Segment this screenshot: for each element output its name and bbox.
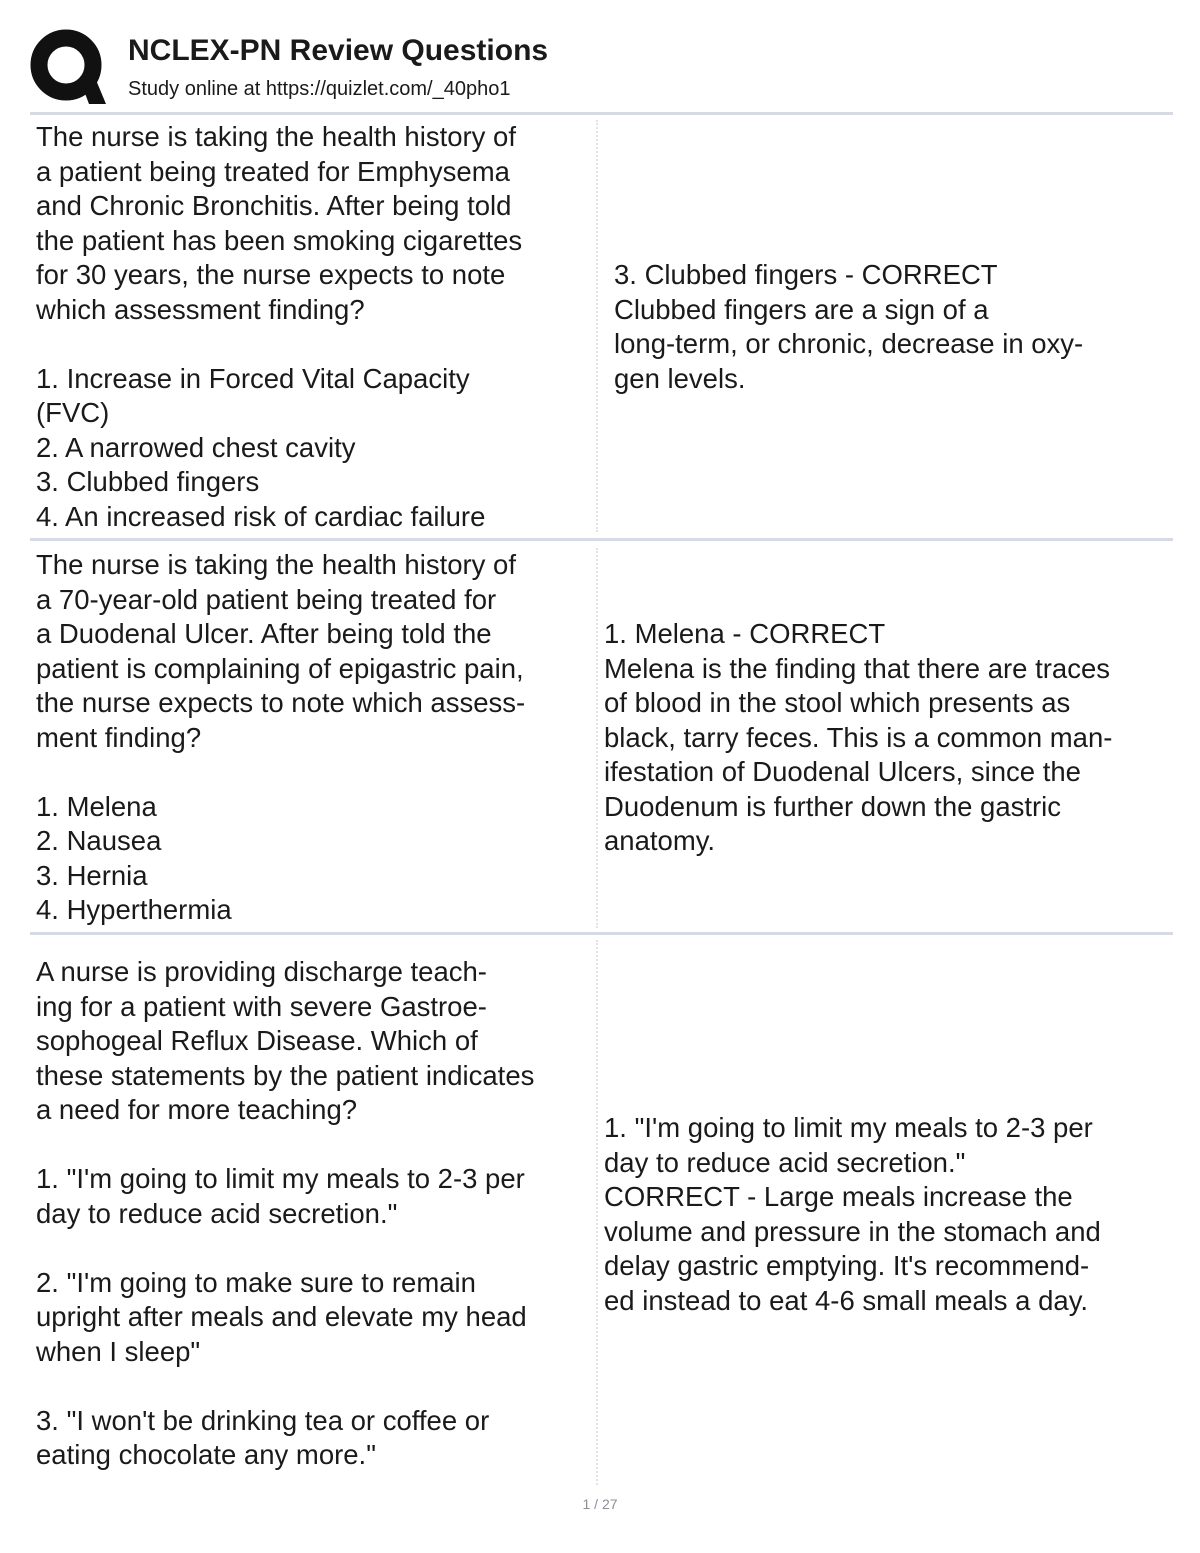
card-3-answer: 1. "I'm going to limit my meals to 2-3 per day to reduce acid secretion." CORRECT - Large meals increase the volume and pressure in the stomach and delay gastric emptying. It's recommend- ed instead to eat 4-6 small meals a day.	[604, 1112, 1101, 1316]
card-3-question: A nurse is providing discharge teach- ing for a patient with severe Gastroe- sophogeal Reflux Disease. Which of these statements by the patient indicates a need for more teaching? 1. "I'm going to limit my meals to 2-3 per day to reduce acid secretion." 2. "I'm going to make sure to remain upright after meals and elevate my head when I sleep" 3. "I won't be drinking tea or coffee or eating chocolate any more."	[36, 956, 535, 1470]
flashcard-row-2	[30, 548, 1173, 928]
page-indicator: 1 / 27	[582, 1496, 618, 1512]
study-online-link-text: Study online at https://quizlet.com/_40pho1	[128, 78, 511, 100]
document-header	[30, 28, 1175, 110]
flashcard-row-3	[30, 955, 1173, 1485]
card-divider-2	[30, 932, 1173, 935]
column-divider	[596, 548, 598, 928]
document-title: NCLEX-PN Review Questions	[128, 34, 549, 67]
card-1-answer: 3. Clubbed fingers - CORRECT Clubbed fingers are a sign of a long-term, or chronic, decrease in oxy- gen levels.	[614, 259, 1084, 394]
card-divider-1	[30, 538, 1173, 541]
header-divider	[30, 112, 1173, 115]
card-2-answer: 1. Melena - CORRECT Melena is the finding that there are traces of blood in the stool which presents as black, tarry feces. This is a common man- ifestation of Duodenal Ulcers, since the Duodenum is further down the gastric anatomy.	[604, 618, 1113, 856]
quizlet-logo-icon	[30, 28, 106, 104]
column-divider	[596, 120, 598, 532]
card-1-question: The nurse is taking the health history of a patient being treated for Emphysema and Chronic Bronchitis. After being told the patient has been smoking cigarettes for 30 years, the nurse expects to note which assessment finding? 1. Increase in Forced Vital Capacity (FVC) 2. A narrowed chest cavity 3. Clubbed fingers 4. An increased risk of cardiac failure	[36, 121, 523, 532]
card-2-question: The nurse is taking the health history of a 70-year-old patient being treated for a Duodenal Ulcer. After being told the patient is complaining of epigastric pain, the nurse expects to note which assess- ment finding? 1. Melena 2. Nausea 3. Hernia 4. Hyperthermia	[36, 549, 526, 925]
flashcard-row-1	[30, 120, 1173, 532]
column-divider	[596, 940, 598, 1485]
